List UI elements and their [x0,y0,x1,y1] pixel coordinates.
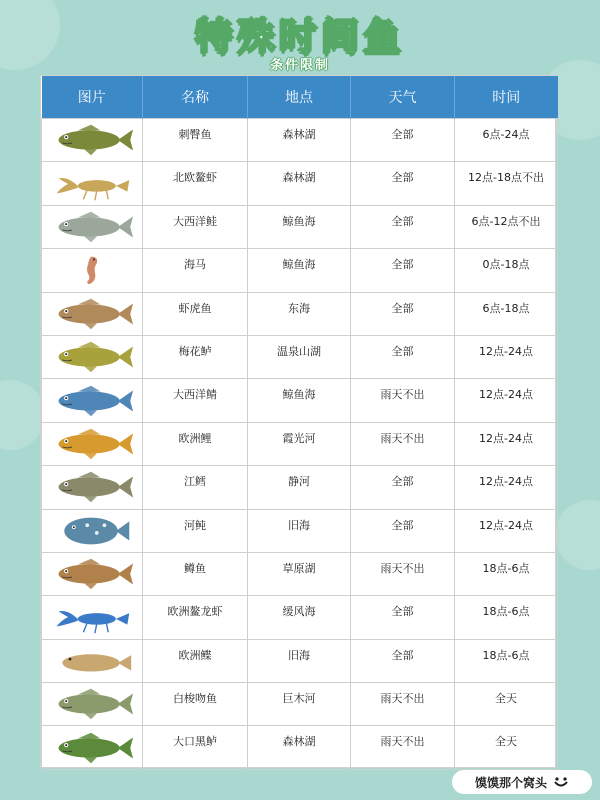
table-body [42,119,558,770]
fish-location: 旧海 [248,639,351,682]
table-row [42,249,558,292]
fish-time: 18点-6点 [455,552,558,595]
fish-image-cell [42,335,143,378]
fish-location: 鲸鱼海 [248,249,351,292]
fish-weather: 雨天不出 [351,379,455,422]
header-time: 时间 [455,76,558,119]
fish-time: 全天 [455,726,558,769]
fish-location: 旧海 [248,509,351,552]
fish-time: 18点-6点 [455,639,558,682]
carp-icon [49,426,135,462]
fish-image-cell [42,509,143,552]
author-label: 馍馍那个窝头 [474,775,547,790]
fish-location: 东海 [248,292,351,335]
page-title: 特殊时间鱼 [194,15,405,59]
fish-name: 刺臀鱼 [143,119,248,162]
table-row [42,683,558,726]
mackerel-icon [49,383,135,419]
fish-time: 全天 [455,683,558,726]
trout-icon [49,556,135,592]
flounder-icon [49,643,135,679]
fish-name: 北欧鳌虾 [143,162,248,205]
table-row [42,379,558,422]
table-header-row [42,76,558,119]
fish-image-cell [42,552,143,595]
fish-location: 温泉山湖 [248,335,351,378]
table-row [42,639,558,682]
table-row [42,466,558,509]
fish-weather: 全部 [351,639,455,682]
fish-time: 12点-24点 [455,422,558,465]
fish-weather: 全部 [351,162,455,205]
fish-image-cell [42,726,143,769]
fish-time: 12点-24点 [455,466,558,509]
table-row [42,726,558,769]
author-badge [452,770,592,794]
fish-location: 巨木河 [248,683,351,726]
background-decoration [0,380,45,450]
fish-weather: 全部 [351,509,455,552]
fish-time: 12点-24点 [455,335,558,378]
burbot-icon [49,469,135,505]
fish-time: 6点-24点 [455,119,558,162]
header [0,0,600,75]
fish-image-cell [42,422,143,465]
fish-name: 海马 [143,249,248,292]
fish-name: 欧洲鲤 [143,422,248,465]
fish-weather: 全部 [351,249,455,292]
fish-image-cell [42,119,143,162]
fish-location: 森林湖 [248,119,351,162]
header-weather: 天气 [351,76,455,119]
perch-icon [49,339,135,375]
background-decoration [555,500,600,570]
bass-icon [49,730,135,766]
fish-location: 森林湖 [248,162,351,205]
table-row [42,335,558,378]
fish-image-cell [42,466,143,509]
fish-time: 12点-24点 [455,379,558,422]
fish-image-cell [42,249,143,292]
table-row [42,205,558,248]
fish-weather: 雨天不出 [351,422,455,465]
seahorse-icon [49,252,135,288]
table-row [42,596,558,639]
fish-time: 12点-18点不出 [455,162,558,205]
fish-location: 鲸鱼海 [248,379,351,422]
fish-name: 虾虎鱼 [143,292,248,335]
fish-location: 缓风海 [248,596,351,639]
fish-time: 6点-12点不出 [455,205,558,248]
header-name: 名称 [143,76,248,119]
header-image: 图片 [42,76,143,119]
fish-table [41,76,558,770]
fish-image-cell [42,162,143,205]
lobster-icon [49,599,135,635]
fish-image-cell [42,639,143,682]
fish-time: 12点-24点 [455,509,558,552]
table-row [42,162,558,205]
fish-weather: 雨天不出 [351,552,455,595]
fish-weather: 雨天不出 [351,683,455,726]
fish-name: 白梭吻鱼 [143,683,248,726]
fish-image-cell [42,379,143,422]
fish-name: 梅花鲈 [143,335,248,378]
table-row [42,292,558,335]
fish-name: 欧洲鲽 [143,639,248,682]
fish-table-container [40,75,556,768]
fish-name: 大西洋鲭 [143,379,248,422]
fish-weather: 全部 [351,466,455,509]
fish-weather: 全部 [351,335,455,378]
fish-weather: 雨天不出 [351,726,455,769]
pufferfish-icon [49,513,135,549]
fish-image-cell [42,683,143,726]
header-location: 地点 [248,76,351,119]
fish-weather: 全部 [351,205,455,248]
table-row [42,119,558,162]
fish-weather: 全部 [351,292,455,335]
smile-icon [553,776,569,788]
fish-image-cell [42,205,143,248]
fish-name: 江鳕 [143,466,248,509]
fish-location: 草原湖 [248,552,351,595]
fish-name: 鳟鱼 [143,552,248,595]
table-row [42,422,558,465]
fish-weather: 全部 [351,119,455,162]
fish-time: 6点-18点 [455,292,558,335]
crayfish-icon [49,166,135,202]
fish-weather: 全部 [351,596,455,639]
fish-image-cell [42,596,143,639]
fish-name: 河鲀 [143,509,248,552]
fish-time: 0点-18点 [455,249,558,292]
fish-location: 森林湖 [248,726,351,769]
zander-icon [49,686,135,722]
goby-icon [49,296,135,332]
page-subtitle: 条件限制 [269,58,330,73]
fish-location: 静河 [248,466,351,509]
fish-location: 霞光河 [248,422,351,465]
fish-name: 欧洲鳌龙虾 [143,596,248,639]
fish-spiny-icon [49,122,135,158]
fish-location: 鲸鱼海 [248,205,351,248]
table-row [42,552,558,595]
fish-image-cell [42,292,143,335]
fish-name: 大西洋鲑 [143,205,248,248]
table-row [42,509,558,552]
salmon-icon [49,209,135,245]
fish-name: 大口黑鲈 [143,726,248,769]
fish-time: 18点-6点 [455,596,558,639]
